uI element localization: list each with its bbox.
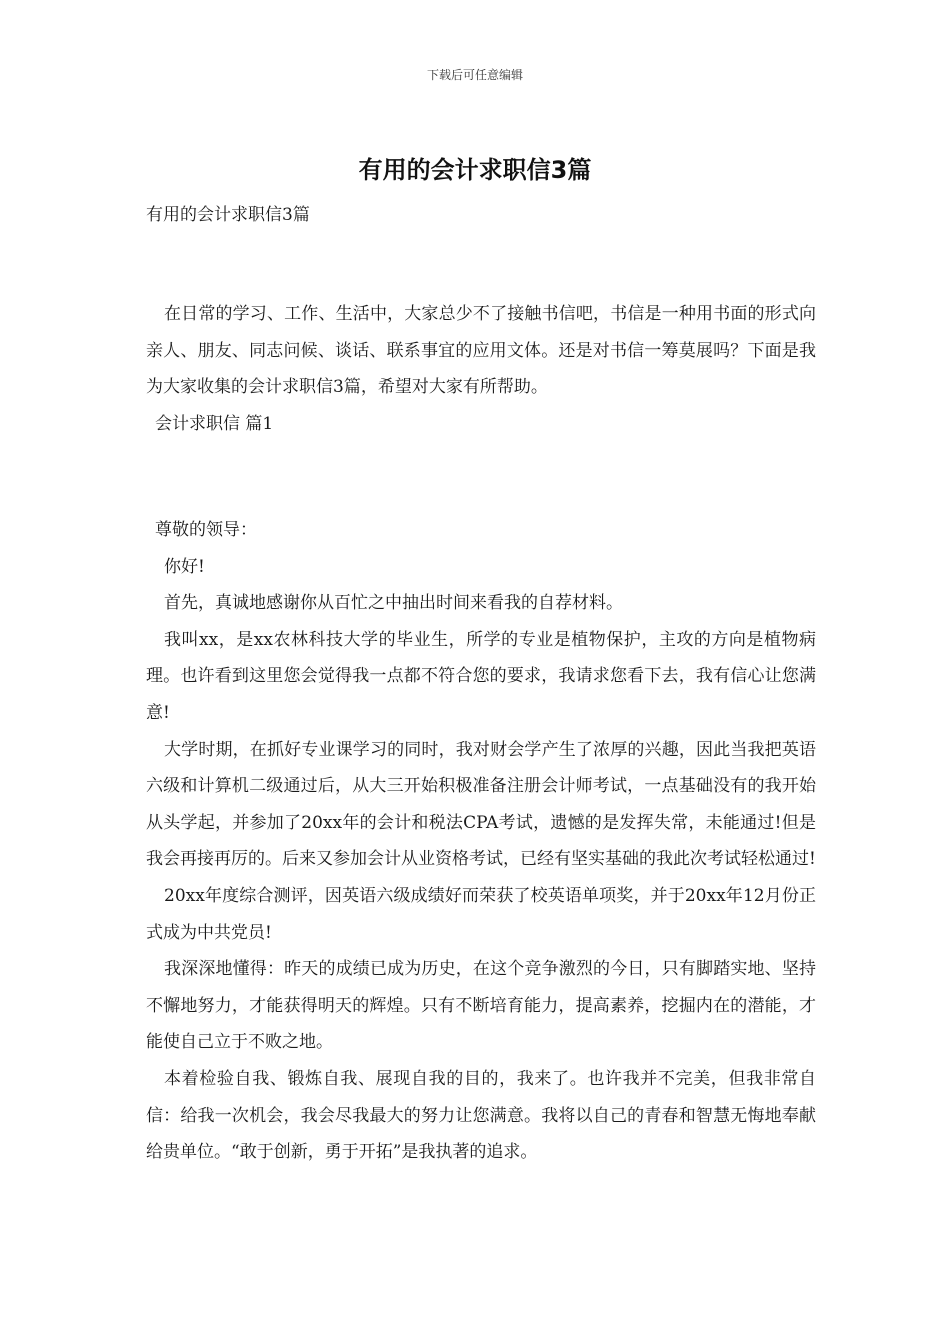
letter-greeting: 你好! [164, 556, 205, 577]
letter-paragraph: 首先，真诚地感谢你从百忙之中抽出时间来看我的自荐材料。 [164, 593, 623, 614]
letter-paragraph: 我叫xx，是xx农林科技大学的毕业生，所学的专业是植物保护，主攻的方向是植物病理。也许看到这里您会觉得我一点都不符合您的要求，我请求您看下去，我有信心让您满意! [146, 629, 816, 723]
intro-paragraph: 在日常的学习、工作、生活中，大家总少不了接触书信吧，书信是一种用书面的形式向亲人、朋友、同志问候、谈话、联系事宜的应用文体。还是对书信一筹莫展吗？下面是我为大家收集的会计求职信3篇，希望对大家有所帮助。 [146, 304, 816, 398]
document-subtitle: 有用的会计求职信3篇 [146, 205, 310, 225]
letter-paragraph: 本着检验自我、锻炼自我、展现自我的目的，我来了。也许我并不完美，但我非常自信：给我一次机会，我会尽我最大的努力让您满意。我将以自己的青春和智慧无悔地奉献给贵单位。“敢于创新，勇于开拓”是我执著的追求。 [146, 1068, 816, 1163]
intro-block [146, 296, 816, 442]
letter-salutation: 尊敬的领导： [155, 520, 257, 540]
letter-paragraph: 大学时期，在抓好专业课学习的同时，我对财会学产生了浓厚的兴趣，因此当我把英语六级和计算机二级通过后，从大三开始积极准备注册会计师考试，一点基础没有的我开始从头学起，并参加了20xx年的会计和税法CPA考试，遗憾的是发挥失常，未能通过!但是我会再接再厉的。后来又参加会计从业资格考试，已经有坚实基础的我此次考试轻松通过! [146, 739, 816, 870]
header-note: 下载后可任意编辑 [426, 68, 523, 82]
letter-body [146, 512, 816, 1171]
letter-paragraph: 我深深地懂得：昨天的成绩已成为历史，在这个竞争激烈的今日，只有脚踏实地、坚持不懈地努力，才能获得明天的辉煌。只有不断培育能力，提高素养，挖掘内在的潜能，才能使自己立于不败之地。 [146, 959, 816, 1053]
document-title: 有用的会计求职信3篇 [358, 156, 592, 184]
section-heading: 会计求职信 篇1 [155, 413, 274, 434]
letter-paragraph: 20xx年度综合测评，因英语六级成绩好而荣获了校英语单项奖，并于20xx年12月份正式成为中共党员! [146, 885, 816, 943]
